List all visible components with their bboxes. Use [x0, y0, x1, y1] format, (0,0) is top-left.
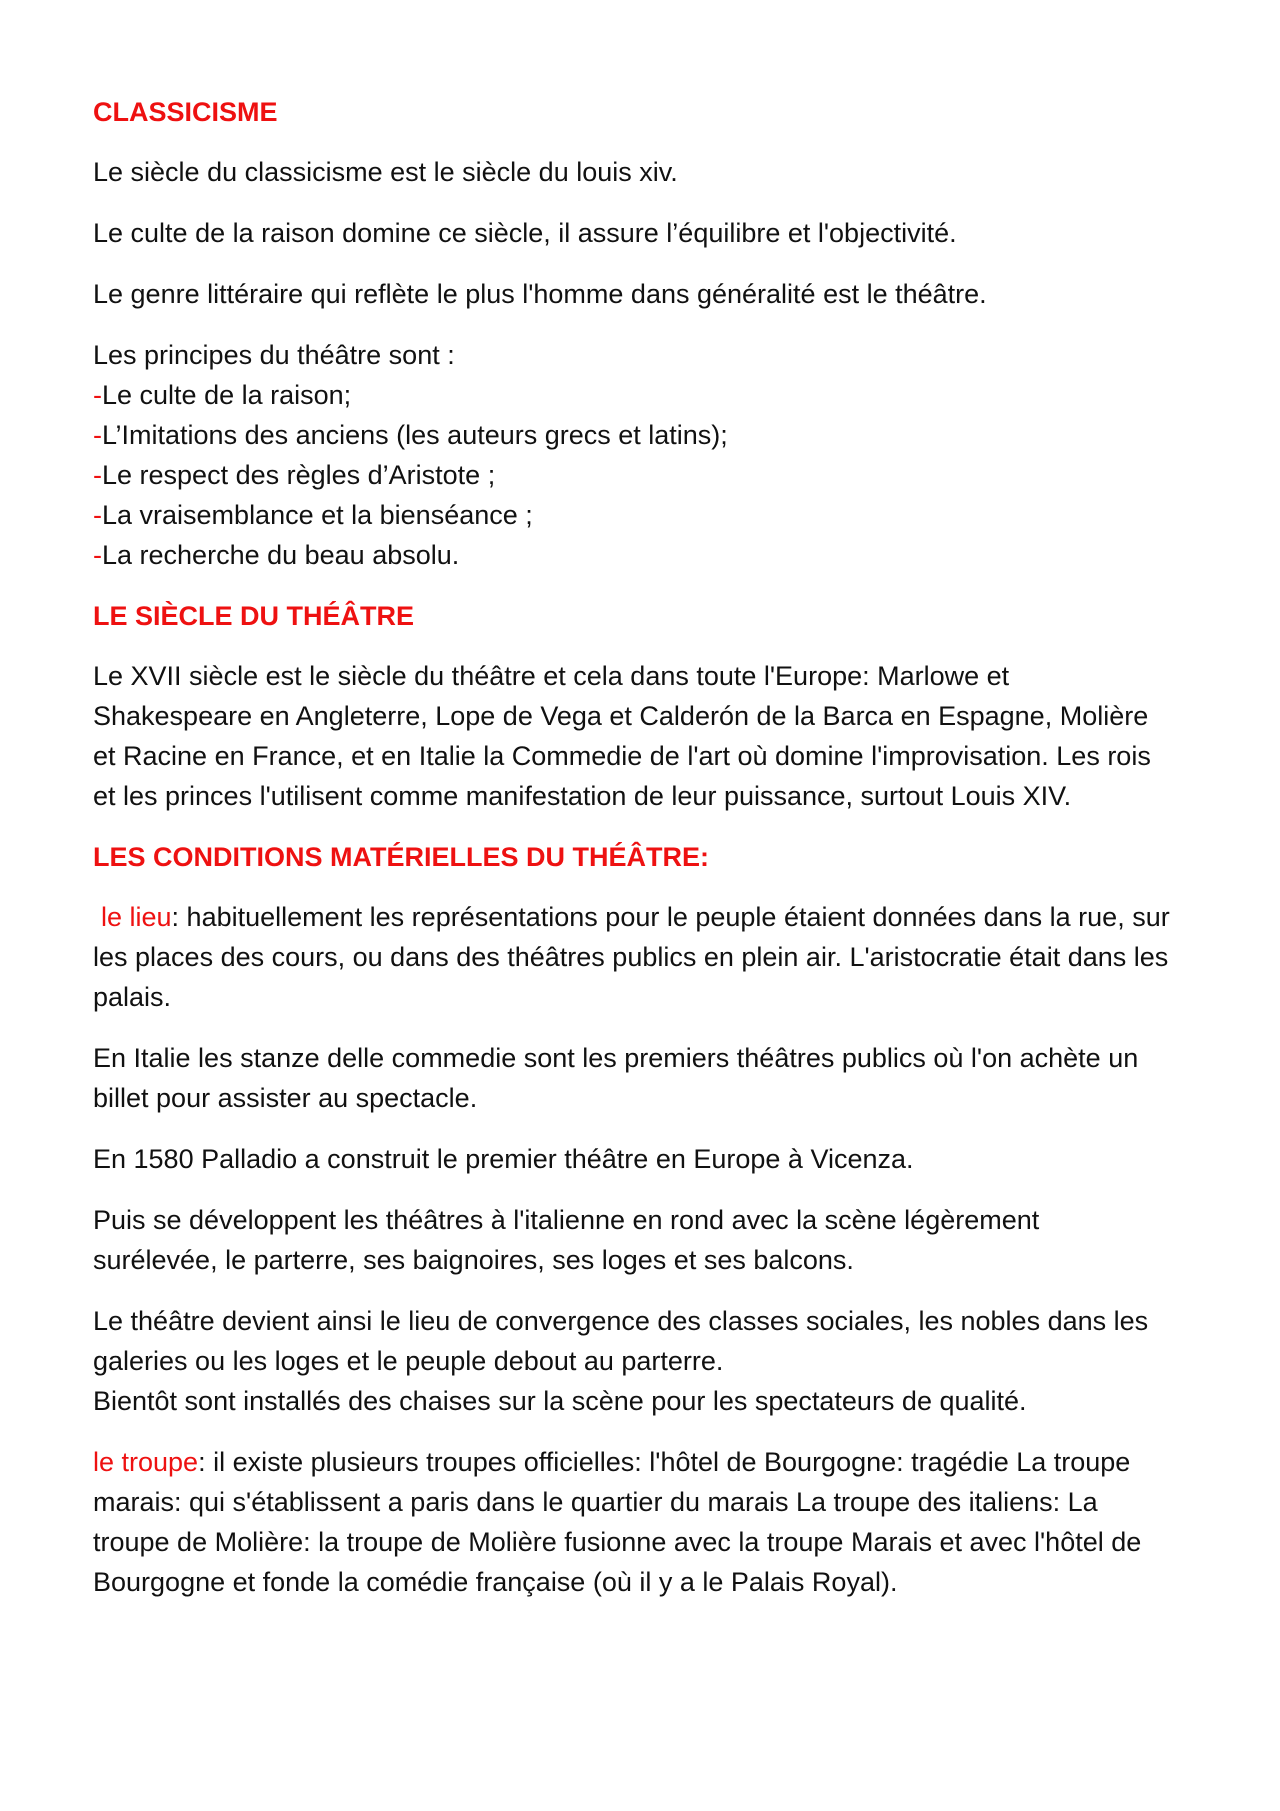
paragraph-convergence — [93, 1301, 1170, 1421]
paragraph-theatres-italienne: Puis se développent les théâtres à l'italienne en rond avec la scène légèrement surélevée, le parterre, ses baignoires, ses loges et ses balcons. — [93, 1205, 1040, 1275]
list-dash: - — [93, 460, 102, 490]
list-dash: - — [93, 540, 102, 570]
list-item-text: Le respect des règles d’Aristote ; — [102, 460, 496, 490]
paragraph-genre-litteraire: Le genre littéraire qui reflète le plus l'homme dans généralité est le théâtre. — [93, 279, 987, 309]
list-item-text: La recherche du beau absolu. — [102, 540, 460, 570]
list-item — [93, 375, 1170, 415]
term-le-troupe: le troupe — [93, 1447, 199, 1477]
list-item — [93, 455, 1170, 495]
list-item-text: Le culte de la raison; — [102, 380, 352, 410]
heading-conditions-materielles: LES CONDITIONS MATÉRIELLES DU THÉÂTRE: — [93, 842, 710, 872]
list-item — [93, 535, 1170, 575]
troupe-description: : il existe plusieurs troupes officielles: l'hôtel de Bourgogne: tragédie La troupe marais: qui s'établissent a paris dans le quartier du marais La troupe des italiens: La troupe de Molière: la troupe de Molière fusionne avec la troupe Marais et avec l'hôtel de Bourgogne et fonde la comédie française (où il y a le Palais Royal). — [93, 1447, 1142, 1597]
list-dash: - — [93, 380, 102, 410]
list-dash: - — [93, 500, 102, 530]
paragraph-palladio: En 1580 Palladio a construit le premier théâtre en Europe à Vicenza. — [93, 1144, 914, 1174]
heading-siecle-theatre: LE SIÈCLE DU THÉÂTRE — [93, 601, 415, 631]
paragraph-le-lieu — [93, 897, 1170, 1017]
principles-list — [93, 335, 1170, 575]
list-item — [93, 495, 1170, 535]
list-item — [93, 415, 1170, 455]
principles-intro: Les principes du théâtre sont : — [93, 340, 455, 370]
list-item-text: La vraisemblance et la bienséance ; — [102, 500, 533, 530]
paragraph-siecle-louis-xiv: Le siècle du classicisme est le siècle du louis xiv. — [93, 157, 678, 187]
chaises-text: Bientôt sont installés des chaises sur la scène pour les spectateurs de qualité. — [93, 1386, 1027, 1416]
list-item-text: L’Imitations des anciens (les auteurs grecs et latins); — [102, 420, 728, 450]
paragraph-xvii-siecle: Le XVII siècle est le siècle du théâtre et cela dans toute l'Europe: Marlowe et Shakespeare en Angleterre, Lope de Vega et Calderón de la Barca en Espagne, Molière et Racine en France, et en Italie la Commedie de l'art où domine l'improvisation. Les rois et les princes l'utilisent comme manifestation de leur puissance, surtout Louis XIV. — [93, 661, 1151, 811]
convergence-text: Le théâtre devient ainsi le lieu de convergence des classes sociales, les nobles dans les galeries ou les loges et le peuple debout au parterre. — [93, 1306, 1149, 1376]
term-le-lieu: le lieu — [101, 902, 172, 932]
paragraph-italie: En Italie les stanze delle commedie sont les premiers théâtres publics où l'on achète un billet pour assister au spectacle. — [93, 1043, 1139, 1113]
lieu-description: : habituellement les représentations pour le peuple étaient données dans la rue, sur les places des cours, ou dans des théâtres publics en plein air. L'aristocratie était dans les palais. — [93, 902, 1170, 1012]
list-dash: - — [93, 420, 102, 450]
heading-classicisme: CLASSICISME — [93, 97, 278, 127]
paragraph-le-troupe — [93, 1442, 1170, 1602]
paragraph-culte-raison: Le culte de la raison domine ce siècle, il assure l’équilibre et l'objectivité. — [93, 218, 957, 248]
